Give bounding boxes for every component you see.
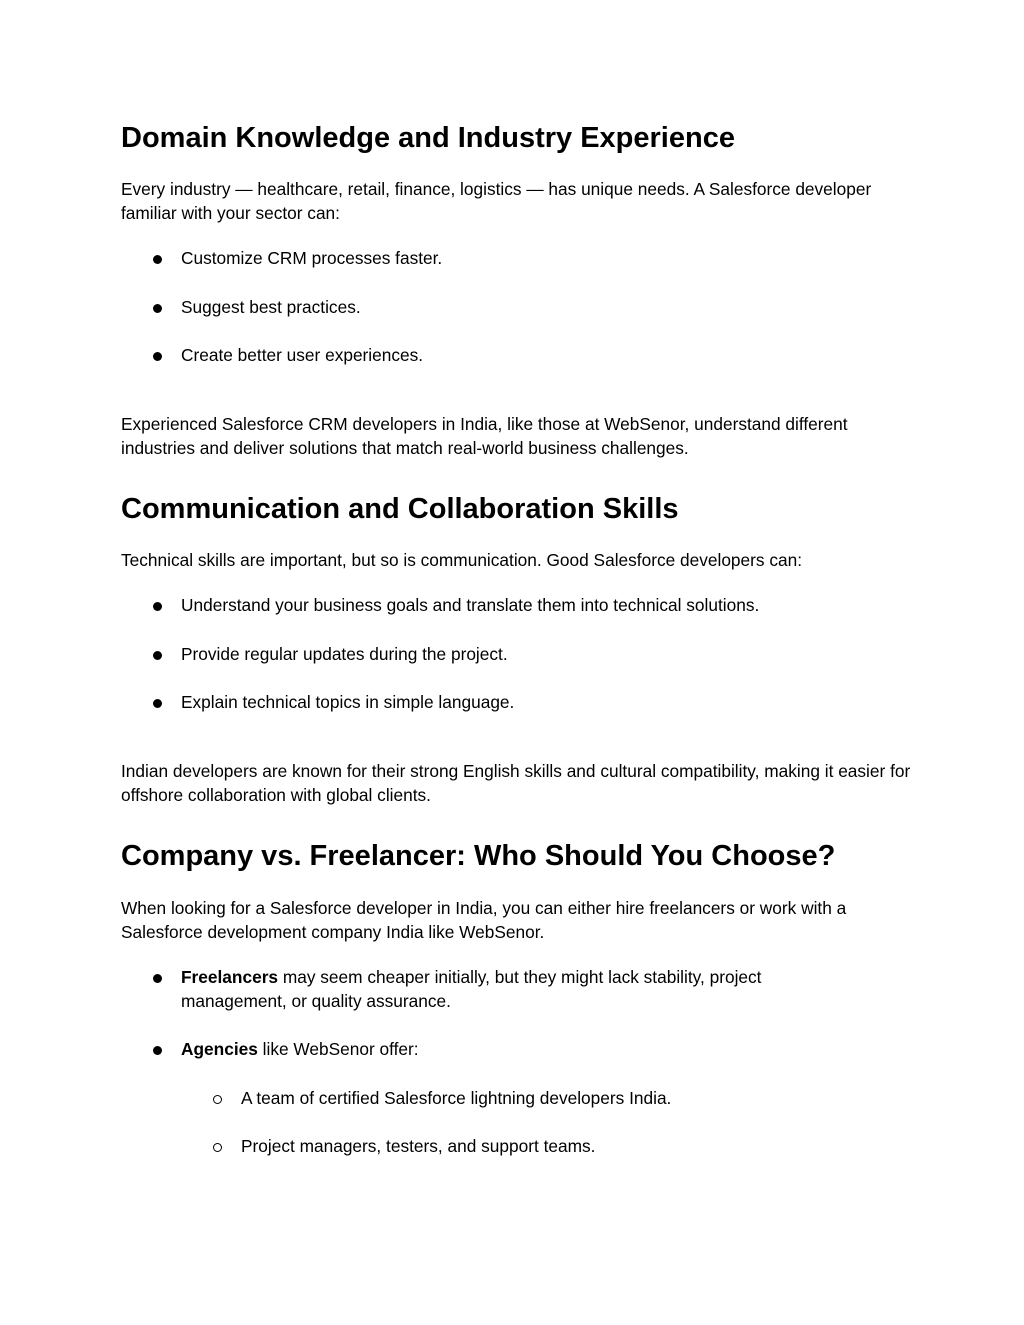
list-item-text: Provide regular updates during the project. (181, 644, 508, 664)
list-item-text: Suggest best practices. (181, 297, 361, 317)
bullet-disc-icon (153, 965, 173, 989)
bullet-disc-icon (153, 246, 173, 270)
bullet-disc-icon (153, 343, 173, 367)
bullet-disc-icon (153, 593, 173, 617)
bullet-disc-icon (153, 690, 173, 714)
list-item-description: may seem cheaper initially, but they might lack stability, project management, or quality assurance. (181, 967, 762, 1011)
bullet-disc-icon (153, 295, 173, 319)
bullet-disc-icon (153, 1037, 173, 1061)
heading-communication: Communication and Collaboration Skills (121, 493, 679, 525)
list-item-text: Customize CRM processes faster. (181, 248, 443, 268)
paragraph-communication-closing: Indian developers are known for their strong English skills and cultural compatibility, making it easier for offshore collaboration with global clients. (121, 761, 911, 805)
heading-company-vs-freelancer: Company vs. Freelancer: Who Should You Choose? (121, 840, 836, 872)
list-item-bold-term: Freelancers (181, 967, 279, 987)
sub-list-item-text: A team of certified Salesforce lightning developers India. (241, 1088, 672, 1108)
list-item-description: like WebSenor offer: (257, 1039, 419, 1059)
list-item-bold-term: Agencies (181, 1039, 258, 1059)
sub-list-item-text: Project managers, testers, and support teams. (241, 1136, 596, 1156)
list-item-text: Create better user experiences. (181, 345, 424, 365)
heading-domain-knowledge: Domain Knowledge and Industry Experience (121, 122, 735, 154)
bullet-circle-icon (213, 1086, 233, 1110)
bullet-disc-icon (153, 642, 173, 666)
list-item-text (181, 1037, 871, 1061)
list-item-text: Explain technical topics in simple language. (181, 692, 515, 712)
paragraph-domain-closing: Experienced Salesforce CRM developers in India, like those at WebSenor, understand different industries and deliver solutions that match real-world business challenges. (121, 414, 848, 458)
list-item-text (181, 965, 871, 1013)
bullet-circle-icon (213, 1134, 233, 1158)
list-item-text: Understand your business goals and translate them into technical solutions. (181, 595, 760, 615)
paragraph-domain-intro: Every industry — healthcare, retail, finance, logistics — has unique needs. A Salesforce developer familiar with your sector can: (121, 179, 872, 223)
paragraph-company-intro: When looking for a Salesforce developer in India, you can either hire freelancers or work with a Salesforce development company India like WebSenor. (121, 898, 847, 942)
paragraph-communication-intro: Technical skills are important, but so is communication. Good Salesforce developers can: (121, 550, 803, 570)
